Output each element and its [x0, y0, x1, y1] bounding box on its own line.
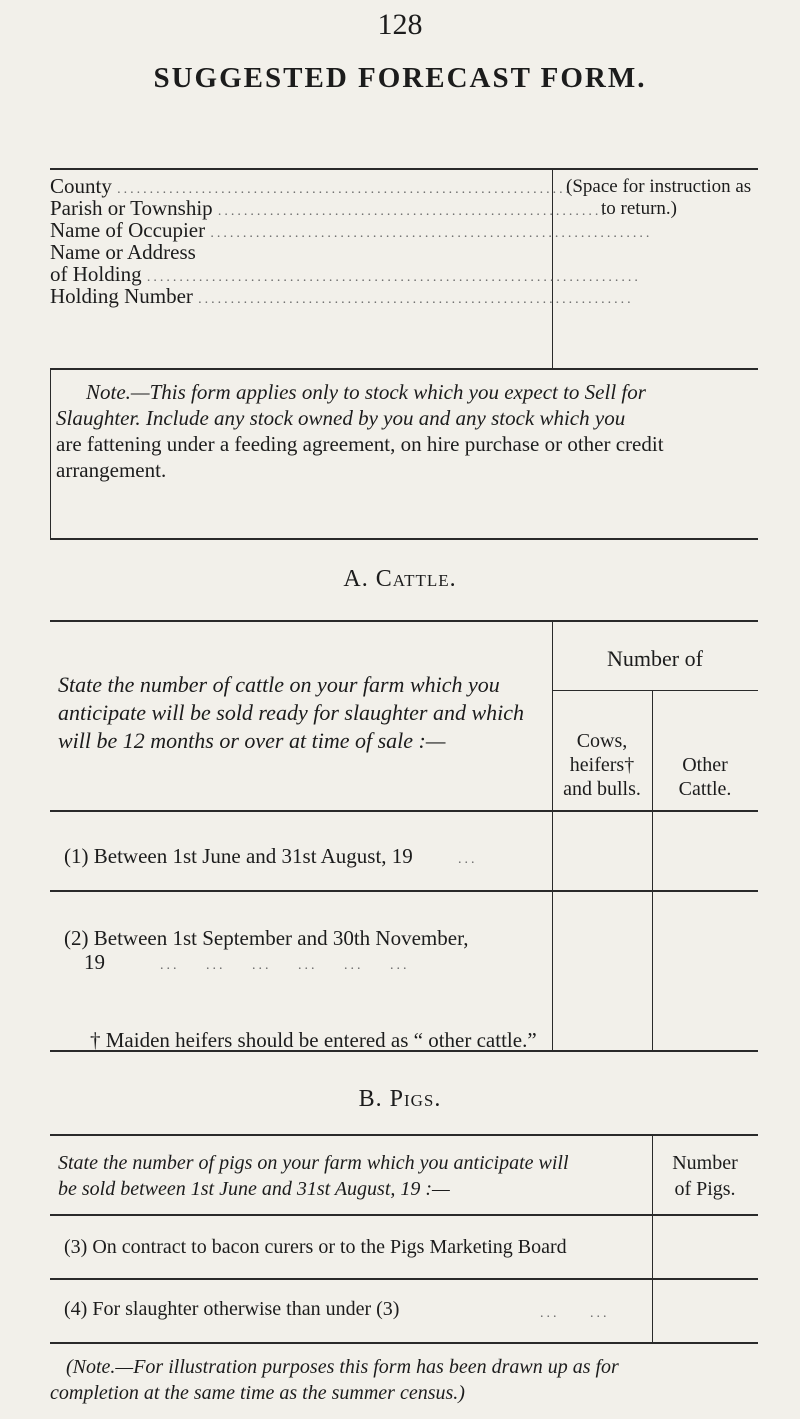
- cattle-question-line2: anticipate will be sold ready for slaughter and which: [58, 700, 525, 725]
- row-1-dots: ...: [458, 852, 478, 867]
- other-col-line1: Other: [682, 754, 728, 776]
- pigs-heading: B. Pigs.: [358, 1086, 442, 1112]
- cattle-heading: A. Cattle.: [343, 566, 457, 592]
- divider: [652, 690, 653, 1050]
- final-note-line2: completion at the same time as the summer census.): [50, 1382, 465, 1404]
- row-2-label-line1: (2) Between 1st September and 30th November,: [64, 926, 469, 950]
- pigs-col-line2: of Pigs.: [674, 1178, 736, 1200]
- holding-number-dots: ...................................................................: [198, 292, 634, 307]
- holding-number-field[interactable]: [50, 284, 634, 309]
- page-number: 128: [377, 8, 423, 41]
- divider: [50, 620, 758, 622]
- pigs-col-line1: Number: [672, 1152, 738, 1174]
- divider: [50, 168, 758, 170]
- divider: [50, 1342, 758, 1344]
- number-of-heading: Number of: [607, 646, 703, 671]
- parish-dots: ............................................................: [217, 204, 608, 219]
- divider: [50, 1214, 758, 1216]
- row-4-dots: ... ...: [540, 1306, 610, 1321]
- cattle-question-line3: will be 12 months or over at time of sale :—: [58, 728, 446, 753]
- maiden-heifers-footnote: † Maiden heifers should be entered as “ other cattle.”: [90, 1028, 537, 1052]
- page-title: SUGGESTED FORECAST FORM.: [153, 62, 647, 94]
- divider: [50, 368, 758, 370]
- occupier-label: Name of Occupier: [50, 218, 206, 242]
- row-3-label: (3) On contract to bacon curers or to the Pigs Marketing Board: [64, 1236, 567, 1258]
- divider: [50, 810, 758, 812]
- instruction-line1: (Space for instruction as: [566, 176, 752, 197]
- note-line3: are fattening under a feeding agreement, on hire purchase or other credit: [56, 432, 664, 456]
- row-2-label-line2: 19: [84, 950, 105, 974]
- divider: [552, 690, 758, 691]
- cows-col-line3: and bulls.: [563, 778, 641, 800]
- occupier-dots: ....................................................................: [210, 226, 653, 241]
- parish-label: Parish or Township: [50, 196, 213, 220]
- county-label: County: [50, 174, 112, 198]
- cattle-question-line1: State the number of cattle on your farm which you: [58, 672, 500, 697]
- row-2-dots: ... ... ... ... ... ...: [160, 958, 410, 973]
- row-4-label: (4) For slaughter otherwise than under (3): [64, 1298, 400, 1320]
- address-label: Name or Address: [50, 240, 196, 264]
- note-line1: Note.—This form applies only to stock which you expect to Sell for: [86, 380, 646, 404]
- pigs-question-line2: be sold between 1st June and 31st August, 19 :—: [58, 1178, 450, 1200]
- county-dots: ......................................................................: [117, 182, 573, 197]
- divider: [552, 620, 553, 1050]
- divider: [50, 1278, 758, 1280]
- note-line4: arrangement.: [56, 458, 167, 482]
- divider: [50, 538, 758, 540]
- pigs-question-line1: State the number of pigs on your farm which you anticipate will: [58, 1152, 569, 1174]
- cows-col-line2: heifers†: [569, 754, 635, 776]
- cows-col-line1: Cows,: [576, 730, 628, 752]
- other-col-line2: Cattle.: [678, 778, 732, 800]
- row-1-label: (1) Between 1st June and 31st August, 19: [64, 844, 413, 868]
- holding-label: of Holding: [50, 262, 142, 286]
- holding-number-label: Holding Number: [50, 284, 193, 308]
- note-line2: Slaughter. Include any stock owned by you and any stock which you: [56, 406, 626, 430]
- final-note-line1: (Note.—For illustration purposes this form has been drawn up as for: [66, 1356, 619, 1378]
- divider: [50, 368, 51, 538]
- instruction-line2: to return.): [601, 198, 677, 219]
- holding-dots: ............................................................................: [146, 270, 641, 285]
- divider: [50, 890, 758, 892]
